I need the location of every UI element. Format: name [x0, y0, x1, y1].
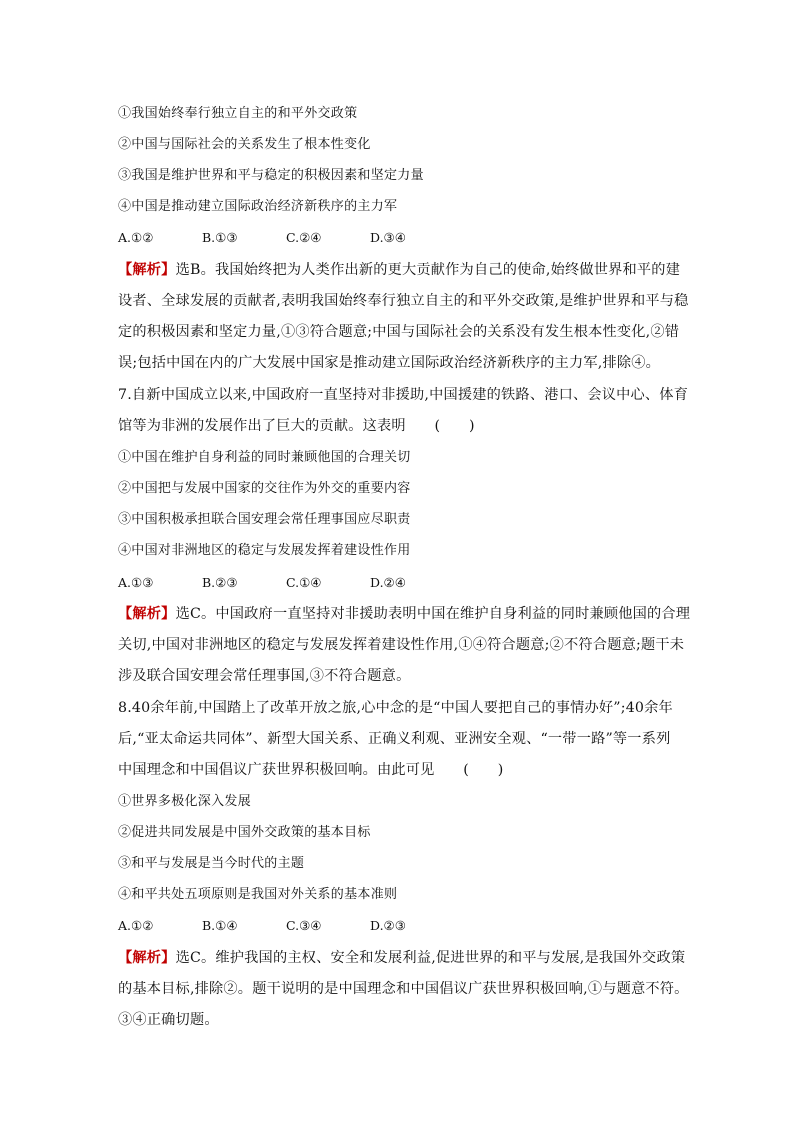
- q8-option-4: ④和平共处五项原则是我国对外关系的基本准则: [118, 887, 398, 902]
- q8-choice-c: C.③④: [286, 918, 322, 933]
- q7-option-4: ④中国对非洲地区的稳定与发展发挥着建设性作用: [118, 543, 411, 558]
- q8-analysis-text-1: 选C。维护我国的主权、安全和发展利益,促进世界的和平与发展,是我国外交政策: [175, 950, 686, 966]
- q7-analysis-text-1: 选C。中国政府一直坚持对非援助表明中国在维护自身利益的同时兼顾他国的合理: [175, 606, 691, 622]
- q8-option-3: ③和平与发展是当今时代的主题: [118, 856, 305, 871]
- q6-choice-a: A.①②: [118, 230, 154, 245]
- q6-analysis-text-1: 选B。我国始终把为人类作出新的更大贡献作为自己的使命,始终做世界和平的建: [175, 262, 681, 278]
- q8-analysis-line-2: 的基本目标,排除②。题干说明的是中国理念和中国倡议广获世界积极回响,①与题意不符。: [118, 981, 689, 997]
- q8-option-1: ①世界多极化深入发展: [118, 794, 252, 809]
- q6-option-4: ④中国是推动建立国际政治经济新秩序的主力军: [118, 199, 398, 214]
- q7-choice-b: B.②③: [202, 575, 238, 590]
- q8-choice-b: B.①④: [202, 918, 238, 933]
- q6-analysis-line-1: [118, 262, 681, 278]
- q7-option-3: ③中国积极承担联合国安理会常任理事国应尽职责: [118, 512, 411, 527]
- q7-analysis-line-2: 关切,中国对非洲地区的稳定与发展发挥着建设性作用,①④符合题意;②不符合题意;题干未: [118, 637, 685, 653]
- q7-choices: [118, 575, 678, 592]
- q6-option-1: ①我国始终奉行独立自主的和平外交政策: [118, 106, 358, 121]
- q7-option-1: ①中国在维护自身利益的同时兼顾他国的合理关切: [118, 450, 411, 465]
- q8-stem-line-1: 8.40余年前,中国踏上了改革开放之旅,心中念的是“中国人要把自己的事情办好”;40余年: [118, 700, 673, 716]
- q8-analysis-tag: 【解析】: [118, 950, 176, 966]
- q7-analysis-line-3: 涉及联合国安理会常任理事国,③不符合题意。: [118, 668, 411, 684]
- q7-choice-a: A.①③: [118, 575, 154, 590]
- q8-analysis-line-1: [118, 950, 686, 966]
- q8-stem-line-2: 后,“亚太命运共同体”、新型大国关系、正确义利观、亚洲安全观、“一带一路”等一系列: [118, 731, 671, 747]
- q7-stem-line-1: 7.自新中国成立以来,中国政府一直坚持对非援助,中国援建的铁路、港口、会议中心、体育: [118, 387, 689, 403]
- q7-choice-d: D.②④: [370, 575, 406, 590]
- q7-stem-line-2: 馆等为非洲的发展作出了巨大的贡献。这表明 ( ): [118, 418, 475, 434]
- q8-choice-d: D.②③: [370, 918, 406, 933]
- q6-analysis-line-3: 定的积极因素和坚定力量,①③符合题意;中国与国际社会的关系没有发生根本性变化,②错: [118, 324, 680, 340]
- q6-choice-d: D.③④: [370, 230, 406, 245]
- q7-option-2: ②中国把与发展中国家的交往作为外交的重要内容: [118, 481, 411, 496]
- q7-analysis-line-1: [118, 606, 691, 622]
- q8-choices: [118, 918, 678, 935]
- q6-analysis-line-4: 误;包括中国在内的广大发展中国家是推动建立国际政治经济新秩序的主力军,排除④。: [118, 355, 661, 371]
- q8-choice-a: A.①②: [118, 918, 154, 933]
- q8-option-2: ②促进共同发展是中国外交政策的基本目标: [118, 825, 371, 840]
- q6-choices: [118, 230, 678, 247]
- q6-option-3: ③我国是维护世界和平与稳定的积极因素和坚定力量: [118, 168, 424, 183]
- q6-choice-c: C.②④: [286, 230, 322, 245]
- q8-stem-line-3: 中国理念和中国倡议广获世界积极回响。由此可见 ( ): [118, 762, 504, 778]
- q8-analysis-line-3: ③④正确切题。: [118, 1012, 219, 1028]
- q6-analysis-tag: 【解析】: [118, 262, 176, 278]
- q6-option-2: ②中国与国际社会的关系发生了根本性变化: [118, 137, 371, 152]
- q7-analysis-tag: 【解析】: [118, 606, 176, 622]
- q7-choice-c: C.①④: [286, 575, 322, 590]
- q6-analysis-line-2: 设者、全球发展的贡献者,表明我国始终奉行独立自主的和平外交政策,是维护世界和平与稳: [118, 293, 689, 309]
- q6-choice-b: B.①③: [202, 230, 238, 245]
